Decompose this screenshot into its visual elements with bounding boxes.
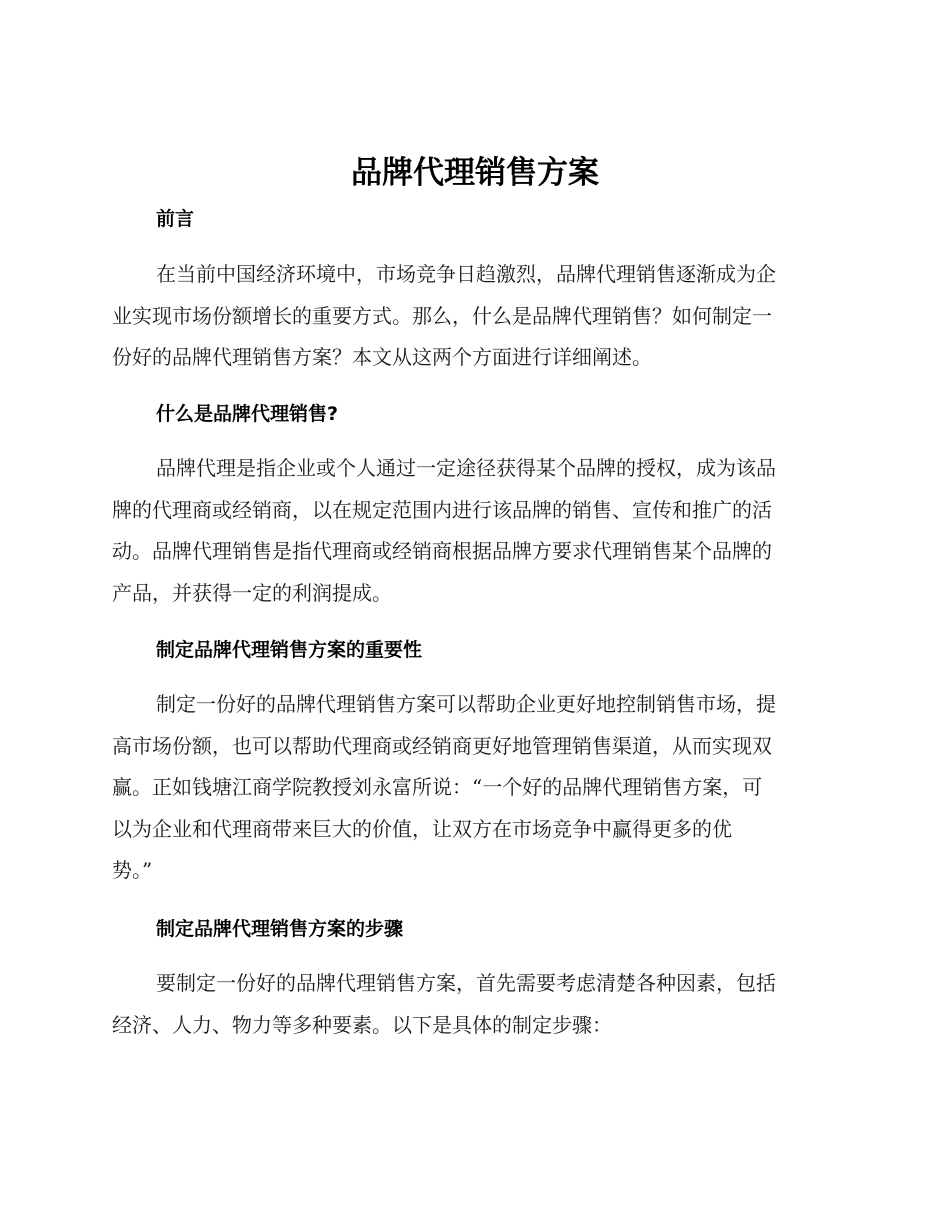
- paragraph-line: 以为企业和代理商带来巨大的价值，让双方在市场竞争中赢得更多的优: [112, 816, 732, 841]
- section-paragraph-preface: [112, 254, 832, 379]
- paragraph-line: 经济、人力、物力等多种要素。以下是具体的制定步骤：: [112, 1012, 612, 1037]
- paragraph-line: 要制定一份好的品牌代理销售方案，首先需要考虑清楚各种因素，包括: [156, 971, 776, 995]
- paragraph-line: 份好的品牌代理销售方案？本文从这两个方面进行详细阐述。: [112, 345, 652, 369]
- section-heading-preface: 前言: [156, 208, 195, 230]
- paragraph-line: 产品，并获得一定的利润提成。: [112, 580, 392, 605]
- section-paragraph-importance: [112, 684, 832, 892]
- section-paragraph-steps: [112, 963, 832, 1046]
- paragraph-line: 动。品牌代理销售是指代理商或经销商根据品牌方要求代理销售某个品牌的: [112, 539, 772, 563]
- paragraph-line: 赢。正如钱塘江商学院教授刘永富所说：“一个好的品牌代理销售方案，可: [112, 775, 763, 799]
- section-heading-steps: 制定品牌代理销售方案的步骤: [156, 918, 404, 940]
- paragraph-line: 势。”: [112, 858, 153, 882]
- paragraph-line: 制定一份好的品牌代理销售方案可以帮助企业更好地控制销售市场，提: [156, 692, 776, 716]
- paragraph-line: 牌的代理商或经销商，以在规定范围内进行该品牌的销售、宣传和推广的活: [112, 497, 772, 522]
- paragraph-line: 品牌代理是指企业或个人通过一定途径获得某个品牌的授权，成为该品: [156, 456, 776, 480]
- paragraph-line: 高市场份额，也可以帮助代理商或经销商更好地管理销售渠道，从而实现双: [112, 733, 772, 758]
- paragraph-line: 业实现市场份额增长的重要方式。那么，什么是品牌代理销售？如何制定一: [112, 303, 772, 328]
- section-paragraph-what-is: [112, 448, 832, 614]
- paragraph-line: 在当前中国经济环境中，市场竞争日趋激烈，品牌代理销售逐渐成为企: [156, 262, 776, 286]
- document-title: 品牌代理销售方案: [351, 155, 599, 191]
- section-heading-importance: 制定品牌代理销售方案的重要性: [156, 639, 423, 661]
- section-heading-what-is: 什么是品牌代理销售?: [156, 403, 339, 425]
